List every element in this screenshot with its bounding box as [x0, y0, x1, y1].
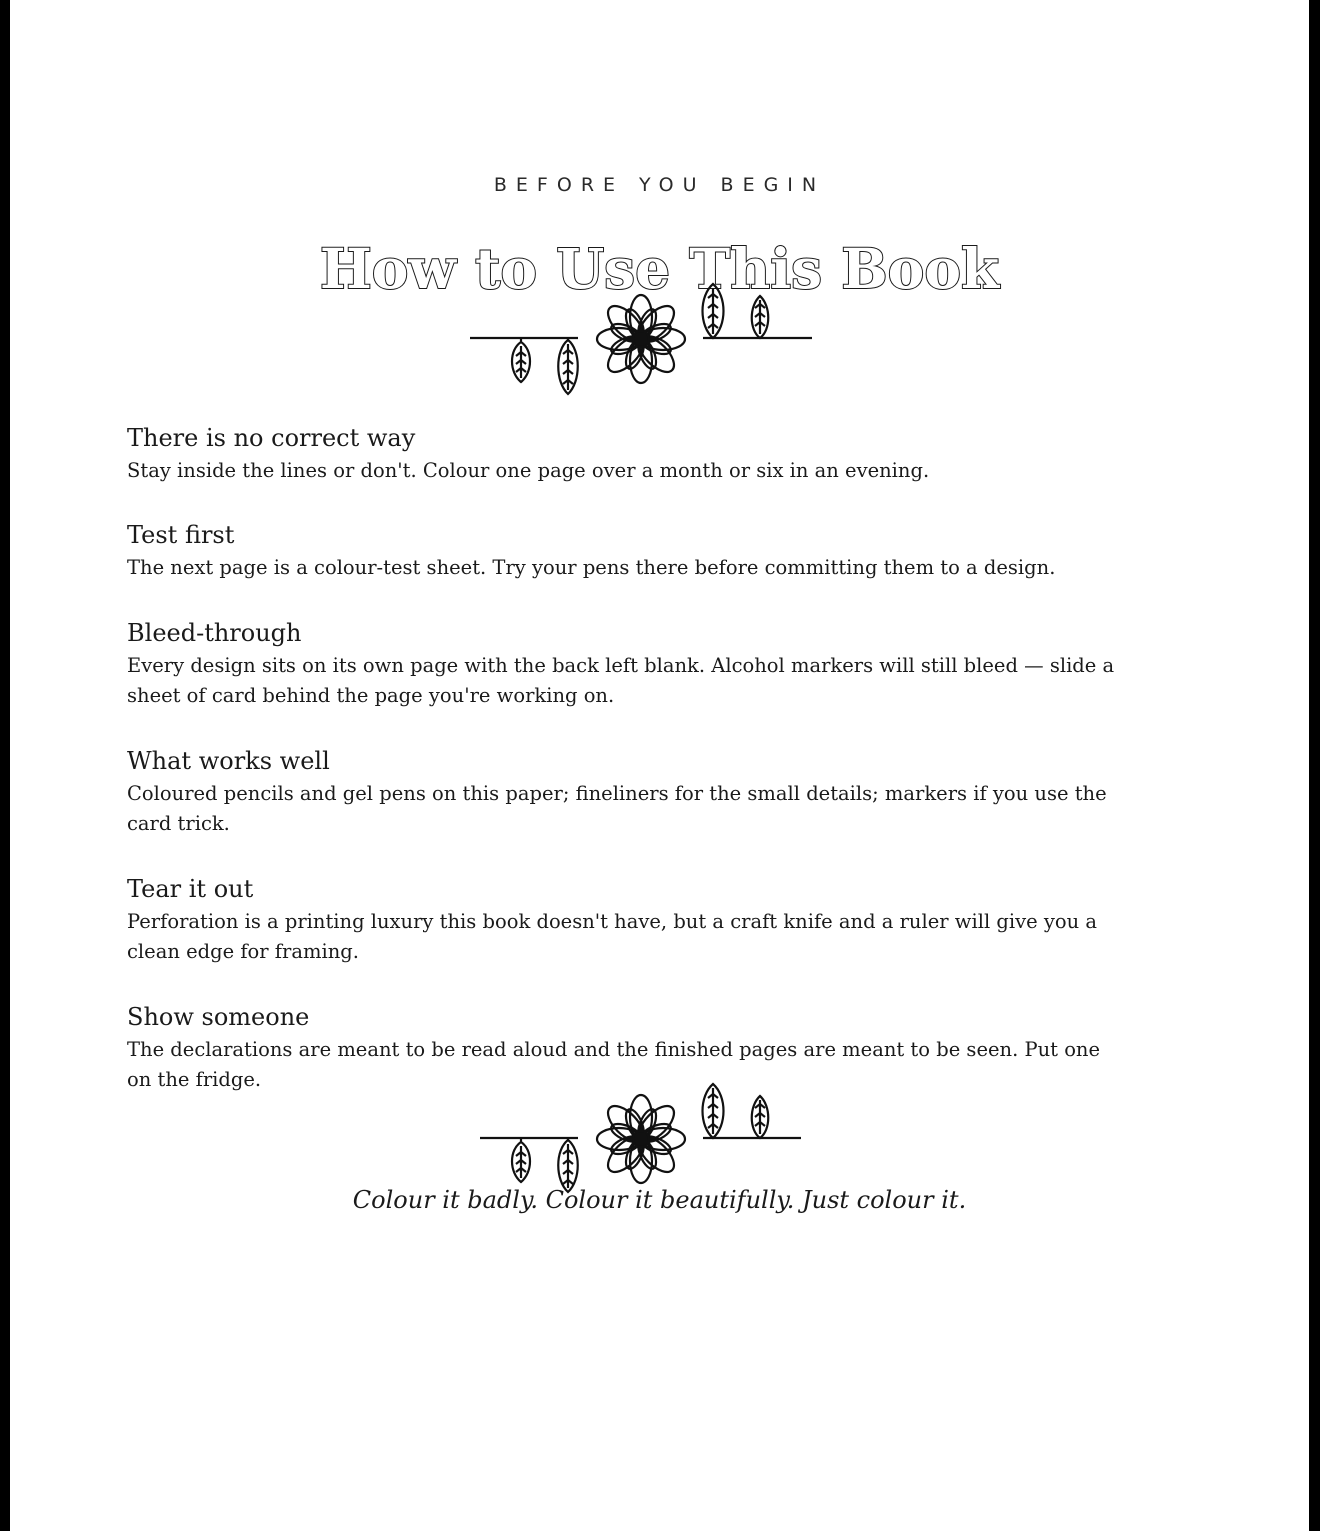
section-kicker: BEFORE YOU BEGIN [493, 174, 826, 196]
section-heading: Show someone [127, 1003, 310, 1031]
page [10, 0, 1309, 1531]
flower-vine-divider-icon [465, 282, 825, 402]
section-body: Coloured pencils and gel pens on this paper; fineliners for the small details; markers if you use the card trick. [127, 782, 1107, 835]
section-body: The declarations are meant to be read aloud and the finished pages are meant to be seen. Put one on the fridge. [127, 1038, 1101, 1091]
section-heading: Test first [127, 521, 235, 549]
section-tear-it-out [127, 871, 1117, 967]
section-test-first [127, 517, 1055, 583]
section-heading: There is no correct way [127, 424, 416, 452]
section-no-correct-way [127, 420, 929, 486]
section-body: Stay inside the lines or don't. Colour one page over a month or six in an evening. [127, 459, 930, 482]
section-heading: Tear it out [127, 875, 254, 903]
section-body: The next page is a colour-test sheet. Try your pens there before committing them to a design. [127, 556, 1056, 579]
section-body: Perforation is a printing luxury this book doesn't have, but a craft knife and a ruler will give you a clean edge for framing. [127, 910, 1097, 963]
section-what-works-well [127, 743, 1117, 839]
closing-line: Colour it badly. Colour it beautifully. Just colour it. [352, 1186, 967, 1214]
section-body: Every design sits on its own page with the back left blank. Alcohol markers will still bleed — slide a sheet of card behind the page you're working on. [127, 654, 1115, 707]
section-heading: What works well [127, 747, 330, 775]
section-heading: Bleed-through [127, 619, 302, 647]
page-title: How to Use This Book [319, 236, 1000, 301]
section-bleed-through [127, 615, 1117, 711]
